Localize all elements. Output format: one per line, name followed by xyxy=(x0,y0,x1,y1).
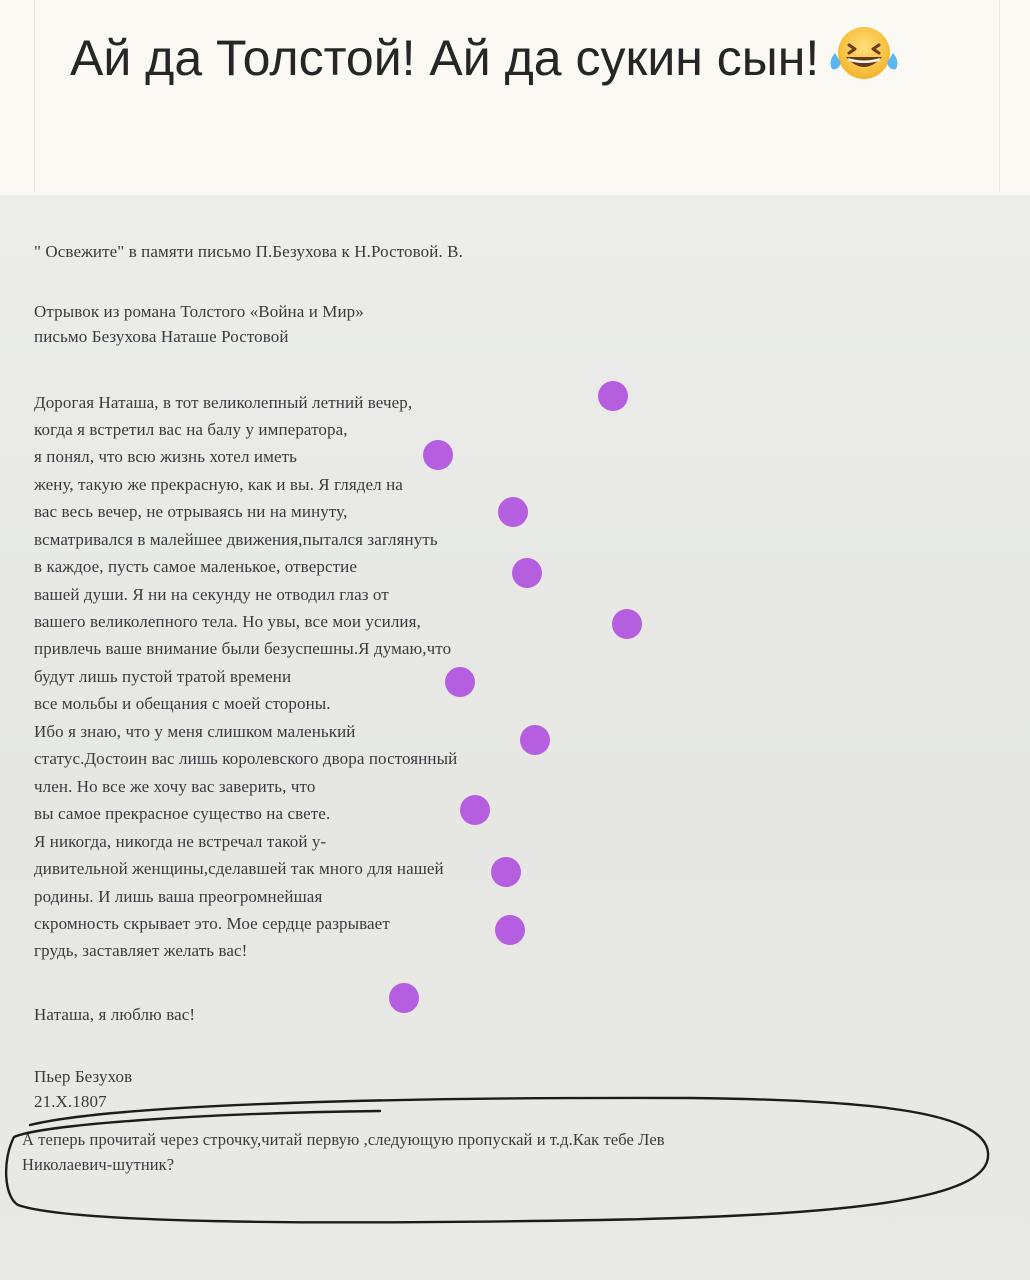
letter-date: 21.Х.1807 xyxy=(34,1092,107,1111)
letter-line: вашей души. Я ни на секунду не отводил глаз от xyxy=(34,585,389,604)
letter-line: член. Но все же хочу вас заверить, что xyxy=(34,777,316,796)
letter-line: скромность скрывает это. Мое сердце разрывает xyxy=(34,914,390,933)
letter-line: вашего великолепного тела. Но увы, все мои усилия, xyxy=(34,612,421,631)
letter-line: будут лишь пустой тратой времени xyxy=(34,667,292,686)
letter-line: в каждое, пусть самое маленькое, отверстие xyxy=(34,557,357,576)
letter-line: я понял, что всю жизнь хотел иметь xyxy=(34,447,297,466)
intro-line: Отрывок из романа Толстого «Война и Мир» xyxy=(34,302,364,321)
letter-line: вы самое прекрасное существо на свете. xyxy=(34,804,331,823)
letter-line: Ибо я знаю, что у меня слишком маленький xyxy=(34,722,356,741)
intro-line: письмо Безухова Наташе Ростовой xyxy=(34,327,289,346)
scanned-letter-page xyxy=(0,195,1030,1280)
letter-closing: Наташа, я люблю вас! xyxy=(34,1005,196,1024)
letter-line: родины. И лишь ваша преогромнейшая xyxy=(34,887,323,906)
letter-line: вас весь вечер, не отрываясь ни на минуту, xyxy=(34,502,348,521)
letter-line: Я никогда, никогда не встречал такой у- xyxy=(34,832,327,851)
post-title xyxy=(70,22,930,101)
pen-oval-outline xyxy=(0,195,1030,1280)
letter-line: все мольбы и обещания с моей стороны. xyxy=(34,694,331,713)
letter-line: жену, такую же прекрасную, как и вы. Я глядел на xyxy=(34,475,403,494)
post-title-text: Ай да Толстой! Ай да сукин сын! xyxy=(70,30,820,86)
letter-line: привлечь ваше внимание были безуспешны.Я думаю,что xyxy=(34,639,452,658)
grinning-squinting-face-with-tears-icon xyxy=(827,25,901,101)
footnote-line: Николаевич-шутник? xyxy=(22,1155,175,1174)
letter-line: грудь, заставляет желать вас! xyxy=(34,941,248,960)
letter-line: Дорогая Наташа, в тот великолепный летний вечер, xyxy=(34,393,413,412)
footnote-line: А теперь прочитай через строчку,читай первую ,следующую пропускай и т.д.Как тебе Лев xyxy=(22,1130,665,1149)
letter-line: всматривался в малейшее движения,пытался заглянуть xyxy=(34,530,438,549)
letter-signature: Пьер Безухов xyxy=(34,1067,133,1086)
post-header xyxy=(0,0,1030,195)
letter-line: дивительной женщины,сделавшей так много для нашей xyxy=(34,859,444,878)
document-heading: " Освежите" в памяти письмо П.Безухова к Н.Ростовой. В. xyxy=(34,242,463,261)
letter-line: когда я встретил вас на балу у императора, xyxy=(34,420,348,439)
letter-line: статус.Достоин вас лишь королевского двора постоянный xyxy=(34,749,458,768)
